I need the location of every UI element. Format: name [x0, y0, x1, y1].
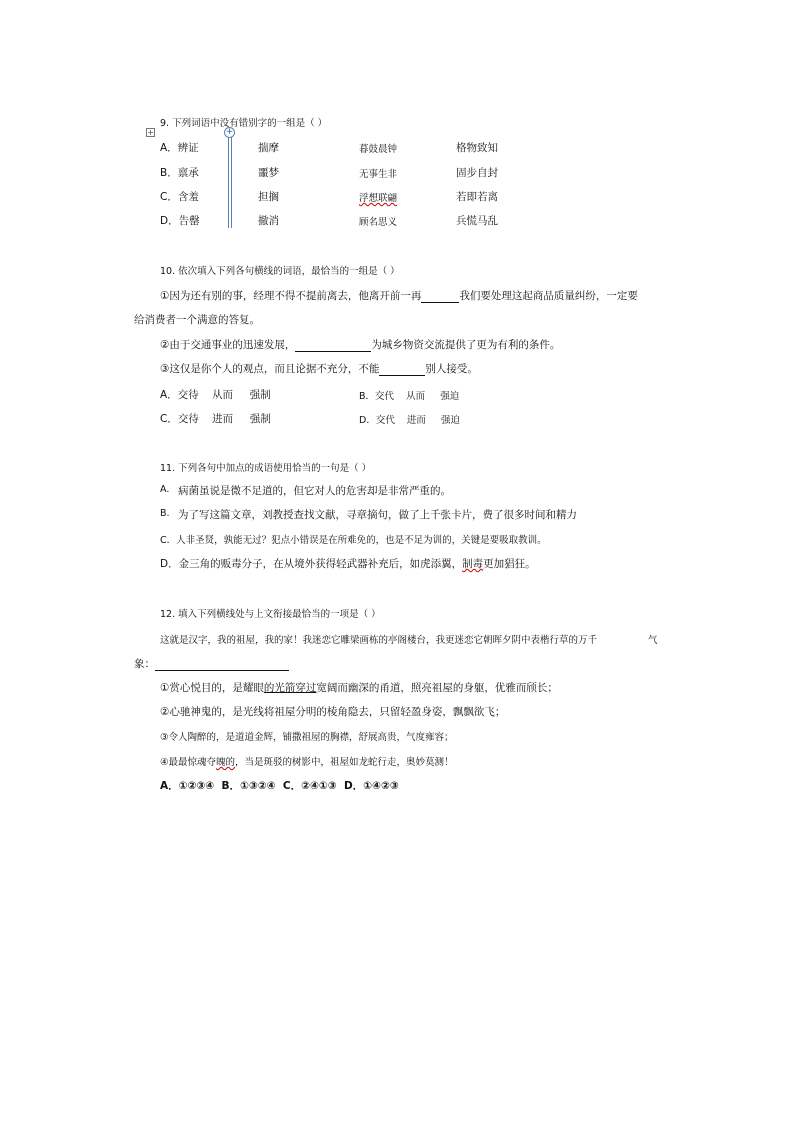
q11-a-text: 病菌虽说是微不足道的，但它对人的危害却是非常严重的。: [178, 485, 451, 497]
q10-option-d: D．交代 进而 强迫: [359, 415, 460, 426]
q12-passage-b: 气: [648, 635, 658, 646]
q11-title: 11. 下列各句中加点的成语使用恰当的一句是（ ）: [160, 463, 372, 474]
q10-sentence-2: [160, 337, 560, 352]
q9-row-c-col2: 担搁: [258, 191, 279, 203]
q11-c-text: C．人非圣贤，孰能无过？犯点小错误是在所难免的，也是不足为训的，关键是要吸取教训。: [160, 535, 547, 546]
q12-title: 12. 填入下列横线处与上文衔接最恰当的一项是（ ）: [160, 609, 381, 620]
q10-blank-3: [379, 363, 425, 376]
q10-s2-part-b: 为城乡物资交流提供了更为有利的条件。: [371, 339, 561, 351]
q12-passage-c: 象：: [134, 658, 155, 670]
q12-option-3: ③令人陶醉的，是道道金辉，铺撒祖屋的胸襟，舒展高贵，气度雍容；: [160, 732, 454, 743]
q9-row-a-col4: 格物致知: [456, 142, 498, 154]
q10-s1-part-c: 给消费者一个满意的答复。: [134, 314, 260, 326]
q12-o4-part-c: ，当是斑驳的树影中，祖屋如龙蛇行走，奥妙莫测！: [235, 757, 454, 768]
q9-title: 9. 下列词语中没有错别字的一组是（ ）: [160, 118, 328, 129]
q10-s1-part-a: ①因为还有别的事，经理不得不提前离去，他离开前一再: [160, 290, 422, 302]
q12-o4-part-a: ④最最惊魂夺: [160, 757, 217, 768]
q9-row-d-col3: 顾名思义: [359, 217, 398, 228]
q11-b-text: 为了写这篇文章，刘教授查找文献，寻章摘句，做了上千张卡片，费了很多时间和精力: [178, 509, 577, 521]
q12-option-4: [160, 754, 454, 768]
q10-s2-part-a: ②由于交通事业的迅速发展，: [160, 339, 296, 351]
q10-sentence-3: [160, 361, 478, 376]
q12-o4-part-b: 魄的: [216, 757, 236, 768]
q9-row-a-col2: 揣摩: [258, 142, 279, 154]
q12-blank: [155, 658, 289, 671]
q9-row-a-col1: A．辨证: [160, 142, 199, 154]
q9-row-c-col3: 浮想联翩: [359, 193, 398, 204]
q10-option-a: A．交待 从而 强制: [160, 389, 271, 401]
q9-row-d-col2: 撤消: [258, 215, 279, 227]
q10-title: 10. 依次填入下列各句横线的词语，最恰当的一组是（ ）: [160, 266, 400, 277]
column-resize-marker[interactable]: [228, 136, 232, 228]
table-move-handle[interactable]: +: [147, 128, 154, 137]
q9-row-c-col1: C．含羞: [160, 191, 199, 203]
q9-row-d-col4: 兵慌马乱: [456, 215, 498, 227]
q9-row-c-col4: 若即若离: [456, 191, 498, 203]
q11-d-line: [160, 556, 536, 571]
q12-o1-part-c: 宽阔而幽深的甬道，照亮祖屋的身躯，优雅而颀长；: [316, 682, 558, 694]
q10-option-c: C．交待 进而 强制: [160, 413, 271, 425]
insert-column-icon[interactable]: +: [225, 127, 234, 137]
q9-row-b-col2: 噩梦: [258, 167, 279, 179]
q9-row-b-col1: B．禀承: [160, 167, 199, 179]
q9-row-b-col4: 固步自封: [456, 167, 498, 179]
q10-sentence-1: [160, 288, 638, 303]
q12-option-2: ②心驰神鬼的，是光线将祖屋分明的棱角隐去，只留轻盈身姿，飘飘欲飞；: [160, 706, 506, 718]
q11-b-label: B.: [160, 508, 170, 519]
q12-o1-part-a: ①赏心悦目的，是耀眼: [160, 682, 264, 694]
q12-o1-part-b: 的光箭穿过: [263, 682, 317, 694]
q11-d-part-a: D．金三角的贩毒分子，在从境外获得轻武器补充后，如虎添翼，: [160, 558, 463, 570]
q12-passage-a: 这就是汉字，我的祖屋，我的家！我迷恋它雕梁画栋的亭阁楼台，我更迷恋它朝晖夕阴中表楷行草的万千: [160, 635, 598, 646]
q11-d-part-b: 制毒: [462, 558, 484, 570]
q10-s3-part-a: ③这仅是你个人的观点，而且论据不充分，不能: [160, 363, 380, 375]
q11-d-part-c: 更加猖狂。: [483, 558, 536, 570]
q10-blank-2: [295, 339, 371, 352]
q12-passage-line-2: [134, 656, 289, 671]
q10-s3-part-b: 别人接受。: [425, 363, 478, 375]
q10-s1-part-b: 我们要处理这起商品质量纠纷，一定要: [459, 290, 638, 302]
q10-blank-1: [421, 290, 459, 303]
q9-row-d-col1: D．告罄: [160, 215, 200, 227]
q11-a-label: A.: [160, 484, 170, 495]
q10-option-b: B．交代 从而 强迫: [359, 391, 460, 402]
q12-answer-options: A．①②③④ B．①③②④ C．②④①③ D．①④②③: [160, 780, 399, 792]
q9-row-b-col3: 无事生非: [359, 169, 398, 180]
q12-option-1: [160, 680, 558, 695]
q9-row-a-col3: 暮鼓晨钟: [359, 144, 398, 155]
